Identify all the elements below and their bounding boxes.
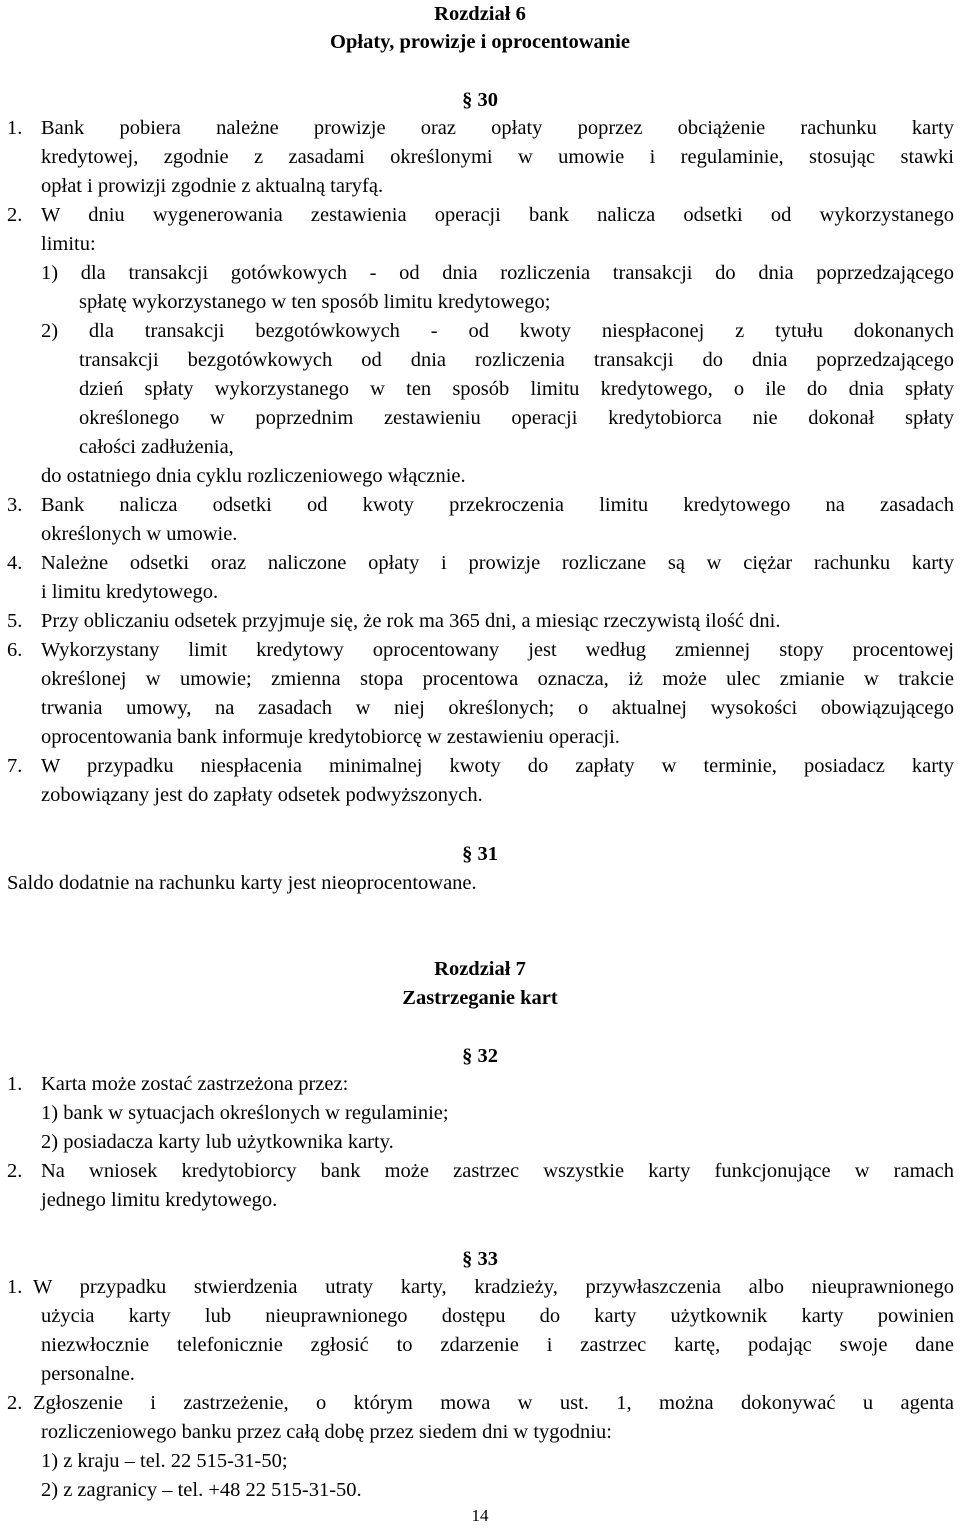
- list-item-text: 1) dla transakcji gotówkowych - od dnia rozliczenia transakcji do dnia poprzedzającego: [41, 262, 954, 284]
- chapter-heading: Rozdział 6: [434, 3, 526, 25]
- paragraph-text: personalne.: [41, 1363, 135, 1385]
- section-label: § 30: [462, 89, 498, 111]
- paragraph-number: 5.: [7, 610, 23, 632]
- chapter-heading: Rozdział 7: [434, 958, 526, 980]
- list-item-text: 2) posiadacza karty lub użytkownika karty.: [41, 1131, 394, 1153]
- paragraph-text: Saldo dodatnie na rachunku karty jest nieoprocentowane.: [7, 872, 477, 894]
- section-label: § 32: [462, 1045, 498, 1067]
- paragraph-number: 2.: [7, 1392, 23, 1414]
- paragraph-text: Karta może zostać zastrzeżona przez:: [41, 1073, 349, 1095]
- paragraph-number: 3.: [7, 494, 23, 516]
- paragraph-text: limitu:: [41, 233, 96, 255]
- list-item-text: 2) dla transakcji bezgotówkowych - od kwoty niespłaconej z tytułu dokonanych: [41, 320, 954, 342]
- paragraph-text: użycia karty lub nieuprawnionego dostępu do karty użytkownik karty powinien: [41, 1305, 954, 1327]
- page-number: 14: [471, 1506, 489, 1525]
- section-label: § 33: [462, 1248, 498, 1270]
- paragraph-text: zobowiązany jest do zapłaty odsetek podwyższonych.: [41, 784, 483, 806]
- paragraph-text: niezwłocznie telefonicznie zgłosić to zdarzenie i zastrzec kartę, podając swoje dane: [41, 1334, 954, 1356]
- list-item-text: spłatę wykorzystanego w ten sposób limitu kredytowego;: [79, 291, 551, 313]
- paragraph-text: W dniu wygenerowania zestawienia operacji bank nalicza odsetki od wykorzystanego: [41, 204, 954, 226]
- paragraph-text: Bank nalicza odsetki od kwoty przekroczenia limitu kredytowego na zasadach: [41, 494, 954, 516]
- paragraph-text: kredytowej, zgodnie z zasadami określonymi w umowie i regulaminie, stosując stawki: [41, 146, 954, 168]
- paragraph-text: trwania umowy, na zasadach w niej określonych; o aktualnej wysokości obowiązującego: [41, 697, 954, 719]
- chapter-title: Zastrzeganie kart: [402, 987, 558, 1009]
- paragraph-text: W przypadku stwierdzenia utraty karty, kradzieży, przywłaszczenia albo nieuprawnionego: [33, 1276, 954, 1298]
- paragraph-text: Przy obliczaniu odsetek przyjmuje się, że rok ma 365 dni, a miesiąc rzeczywistą ilość dni.: [41, 610, 781, 632]
- paragraph-number: 1.: [7, 1073, 23, 1095]
- paragraph-text: Należne odsetki oraz naliczone opłaty i prowizje rozliczane są w ciężar rachunku karty: [41, 552, 954, 574]
- list-item-text: 1) bank w sytuacjach określonych w regulaminie;: [41, 1102, 449, 1124]
- list-item-text: dzień spłaty wykorzystanego w ten sposób limitu kredytowego, o ile do dnia spłaty: [79, 378, 954, 400]
- paragraph-number: 1.: [7, 1276, 23, 1298]
- section-label: § 31: [462, 843, 498, 865]
- paragraph-text: rozliczeniowego banku przez całą dobę przez siedem dni w tygodniu:: [41, 1421, 612, 1443]
- list-item-text: całości zadłużenia,: [79, 436, 234, 458]
- paragraph-text: opłat i prowizji zgodnie z aktualną taryfą.: [41, 175, 384, 197]
- paragraph-text: Bank pobiera należne prowizje oraz opłaty poprzez obciążenie rachunku karty: [41, 117, 954, 139]
- list-item-text: 2) z zagranicy – tel. +48 22 515-31-50.: [41, 1479, 362, 1501]
- paragraph-number: 7.: [7, 755, 23, 777]
- paragraph-text: oprocentowania bank informuje kredytobiorcę w zestawieniu operacji.: [41, 726, 620, 748]
- paragraph-text: W przypadku niespłacenia minimalnej kwoty do zapłaty w terminie, posiadacz karty: [41, 755, 954, 777]
- paragraph-number: 4.: [7, 552, 23, 574]
- paragraph-number: 6.: [7, 639, 23, 661]
- list-item-text: transakcji bezgotówkowych od dnia rozliczenia transakcji do dnia poprzedzającego: [79, 349, 954, 371]
- list-item-text: 1) z kraju – tel. 22 515-31-50;: [41, 1450, 288, 1472]
- chapter-title: Opłaty, prowizje i oprocentowanie: [330, 31, 630, 53]
- list-item-text: określonego w poprzednim zestawieniu operacji kredytobiorca nie dokonał spłaty: [79, 407, 954, 429]
- paragraph-text: Zgłoszenie i zastrzeżenie, o którym mowa w ust. 1, można dokonywać u agenta: [33, 1392, 954, 1414]
- paragraph-number: 2.: [7, 1160, 23, 1182]
- paragraph-text: Wykorzystany limit kredytowy oprocentowany jest według zmiennej stopy procentowej: [41, 639, 954, 661]
- paragraph-number: 1.: [7, 117, 23, 139]
- paragraph-text: jednego limitu kredytowego.: [41, 1189, 278, 1211]
- paragraph-text: określonych w umowie.: [41, 523, 238, 545]
- paragraph-text: do ostatniego dnia cyklu rozliczeniowego włącznie.: [41, 465, 466, 487]
- paragraph-text: i limitu kredytowego.: [41, 581, 219, 603]
- paragraph-text: określonej w umowie; zmienna stopa procentowa oznacza, iż może ulec zmianie w trakcie: [41, 668, 954, 690]
- paragraph-number: 2.: [7, 204, 23, 226]
- paragraph-text: Na wniosek kredytobiorcy bank może zastrzec wszystkie karty funkcjonujące w ramach: [41, 1160, 954, 1182]
